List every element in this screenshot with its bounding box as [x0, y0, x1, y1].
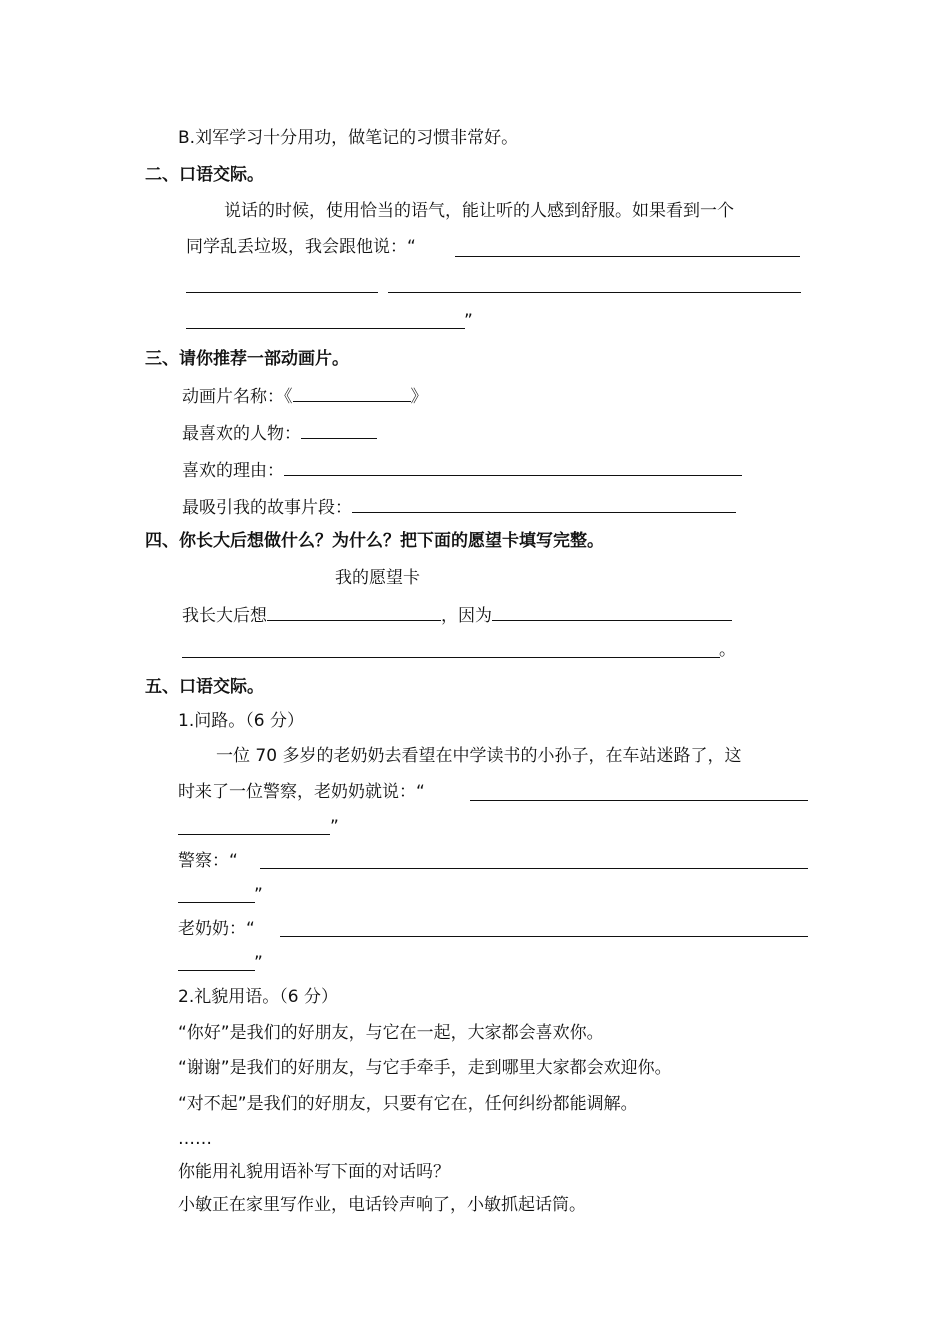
- grandma-label: 老奶奶：“: [178, 919, 255, 939]
- question-1-paragraph-1: 一位 70 多岁的老奶奶去看望在中学读书的小孙子，在车站迷路了，这: [216, 746, 742, 766]
- wish-reason-input[interactable]: [492, 602, 732, 621]
- reason-row: [182, 457, 742, 482]
- police-label: 警察：“: [178, 851, 238, 871]
- question-1-paragraph-2: 时来了一位警察，老奶奶就说：“: [178, 782, 425, 802]
- question-2-prompt: 你能用礼貌用语补写下面的对话吗？: [178, 1162, 450, 1182]
- book-title-open-mark: 《: [284, 387, 293, 407]
- cartoon-name-label: 动画片名称：: [182, 387, 284, 407]
- polite-phrase-line-1: “你好”是我们的好朋友，与它在一起，大家都会喜欢你。: [178, 1023, 604, 1043]
- favorite-character-row: [182, 420, 377, 445]
- section-2-heading: 二、口语交际。: [145, 165, 264, 185]
- wish-label-a: 我长大后想: [182, 606, 267, 626]
- story-label: 最吸引我的故事片段：: [182, 498, 352, 518]
- answer-line[interactable]: [182, 657, 720, 658]
- wish-input[interactable]: [267, 602, 441, 621]
- section-4-heading: 四、你长大后想做什么？为什么？把下面的愿望卡填写完整。: [145, 531, 604, 551]
- answer-line[interactable]: [260, 868, 808, 869]
- wish-card-line-1: [182, 602, 732, 627]
- question-2-title: 2.礼貌用语。（6 分）: [178, 987, 338, 1007]
- reason-label: 喜欢的理由：: [182, 461, 284, 481]
- period-mark: 。: [719, 640, 736, 660]
- answer-line[interactable]: [178, 902, 255, 903]
- closing-quote: ”: [330, 817, 339, 837]
- cartoon-name-row: [182, 383, 428, 408]
- polite-phrase-line-3: “对不起”是我们的好朋友，只要有它在，任何纠纷都能调解。: [178, 1094, 638, 1114]
- question-1-title: 1.问路。（6 分）: [178, 711, 304, 731]
- reason-input[interactable]: [284, 457, 742, 476]
- wish-label-b: ，因为: [441, 606, 492, 626]
- section-5-heading: 五、口语交际。: [145, 677, 264, 697]
- cartoon-name-input[interactable]: [293, 383, 411, 402]
- answer-line[interactable]: [178, 970, 255, 971]
- answer-line[interactable]: [178, 834, 330, 835]
- answer-line[interactable]: [186, 292, 378, 293]
- answer-line[interactable]: [186, 328, 465, 329]
- favorite-character-label: 最喜欢的人物：: [182, 424, 301, 444]
- section-2-paragraph-2: 同学乱丢垃圾，我会跟他说：“: [186, 237, 416, 257]
- favorite-character-input[interactable]: [301, 420, 377, 439]
- option-b-text: B.刘军学习十分用功，做笔记的习惯非常好。: [178, 128, 519, 148]
- ellipsis: ……: [178, 1129, 212, 1149]
- answer-line[interactable]: [280, 936, 808, 937]
- closing-quote: ”: [254, 953, 263, 973]
- book-title-close-mark: 》: [410, 387, 428, 407]
- story-input[interactable]: [352, 494, 736, 513]
- closing-quote: ”: [254, 885, 263, 905]
- story-row: [182, 494, 736, 519]
- answer-line[interactable]: [470, 800, 808, 801]
- answer-line[interactable]: [455, 256, 800, 257]
- section-2-paragraph-1: 说话的时候，使用恰当的语气，能让听的人感到舒服。如果看到一个: [224, 201, 734, 221]
- polite-phrase-line-2: “谢谢”是我们的好朋友，与它手牵手，走到哪里大家都会欢迎你。: [178, 1058, 672, 1078]
- answer-line[interactable]: [388, 292, 801, 293]
- closing-quote: ”: [464, 311, 473, 331]
- question-2-scenario: 小敏正在家里写作业，电话铃声响了，小敏抓起话筒。: [178, 1195, 586, 1215]
- wish-card-title: 我的愿望卡: [335, 568, 420, 588]
- section-3-heading: 三、请你推荐一部动画片。: [145, 349, 349, 369]
